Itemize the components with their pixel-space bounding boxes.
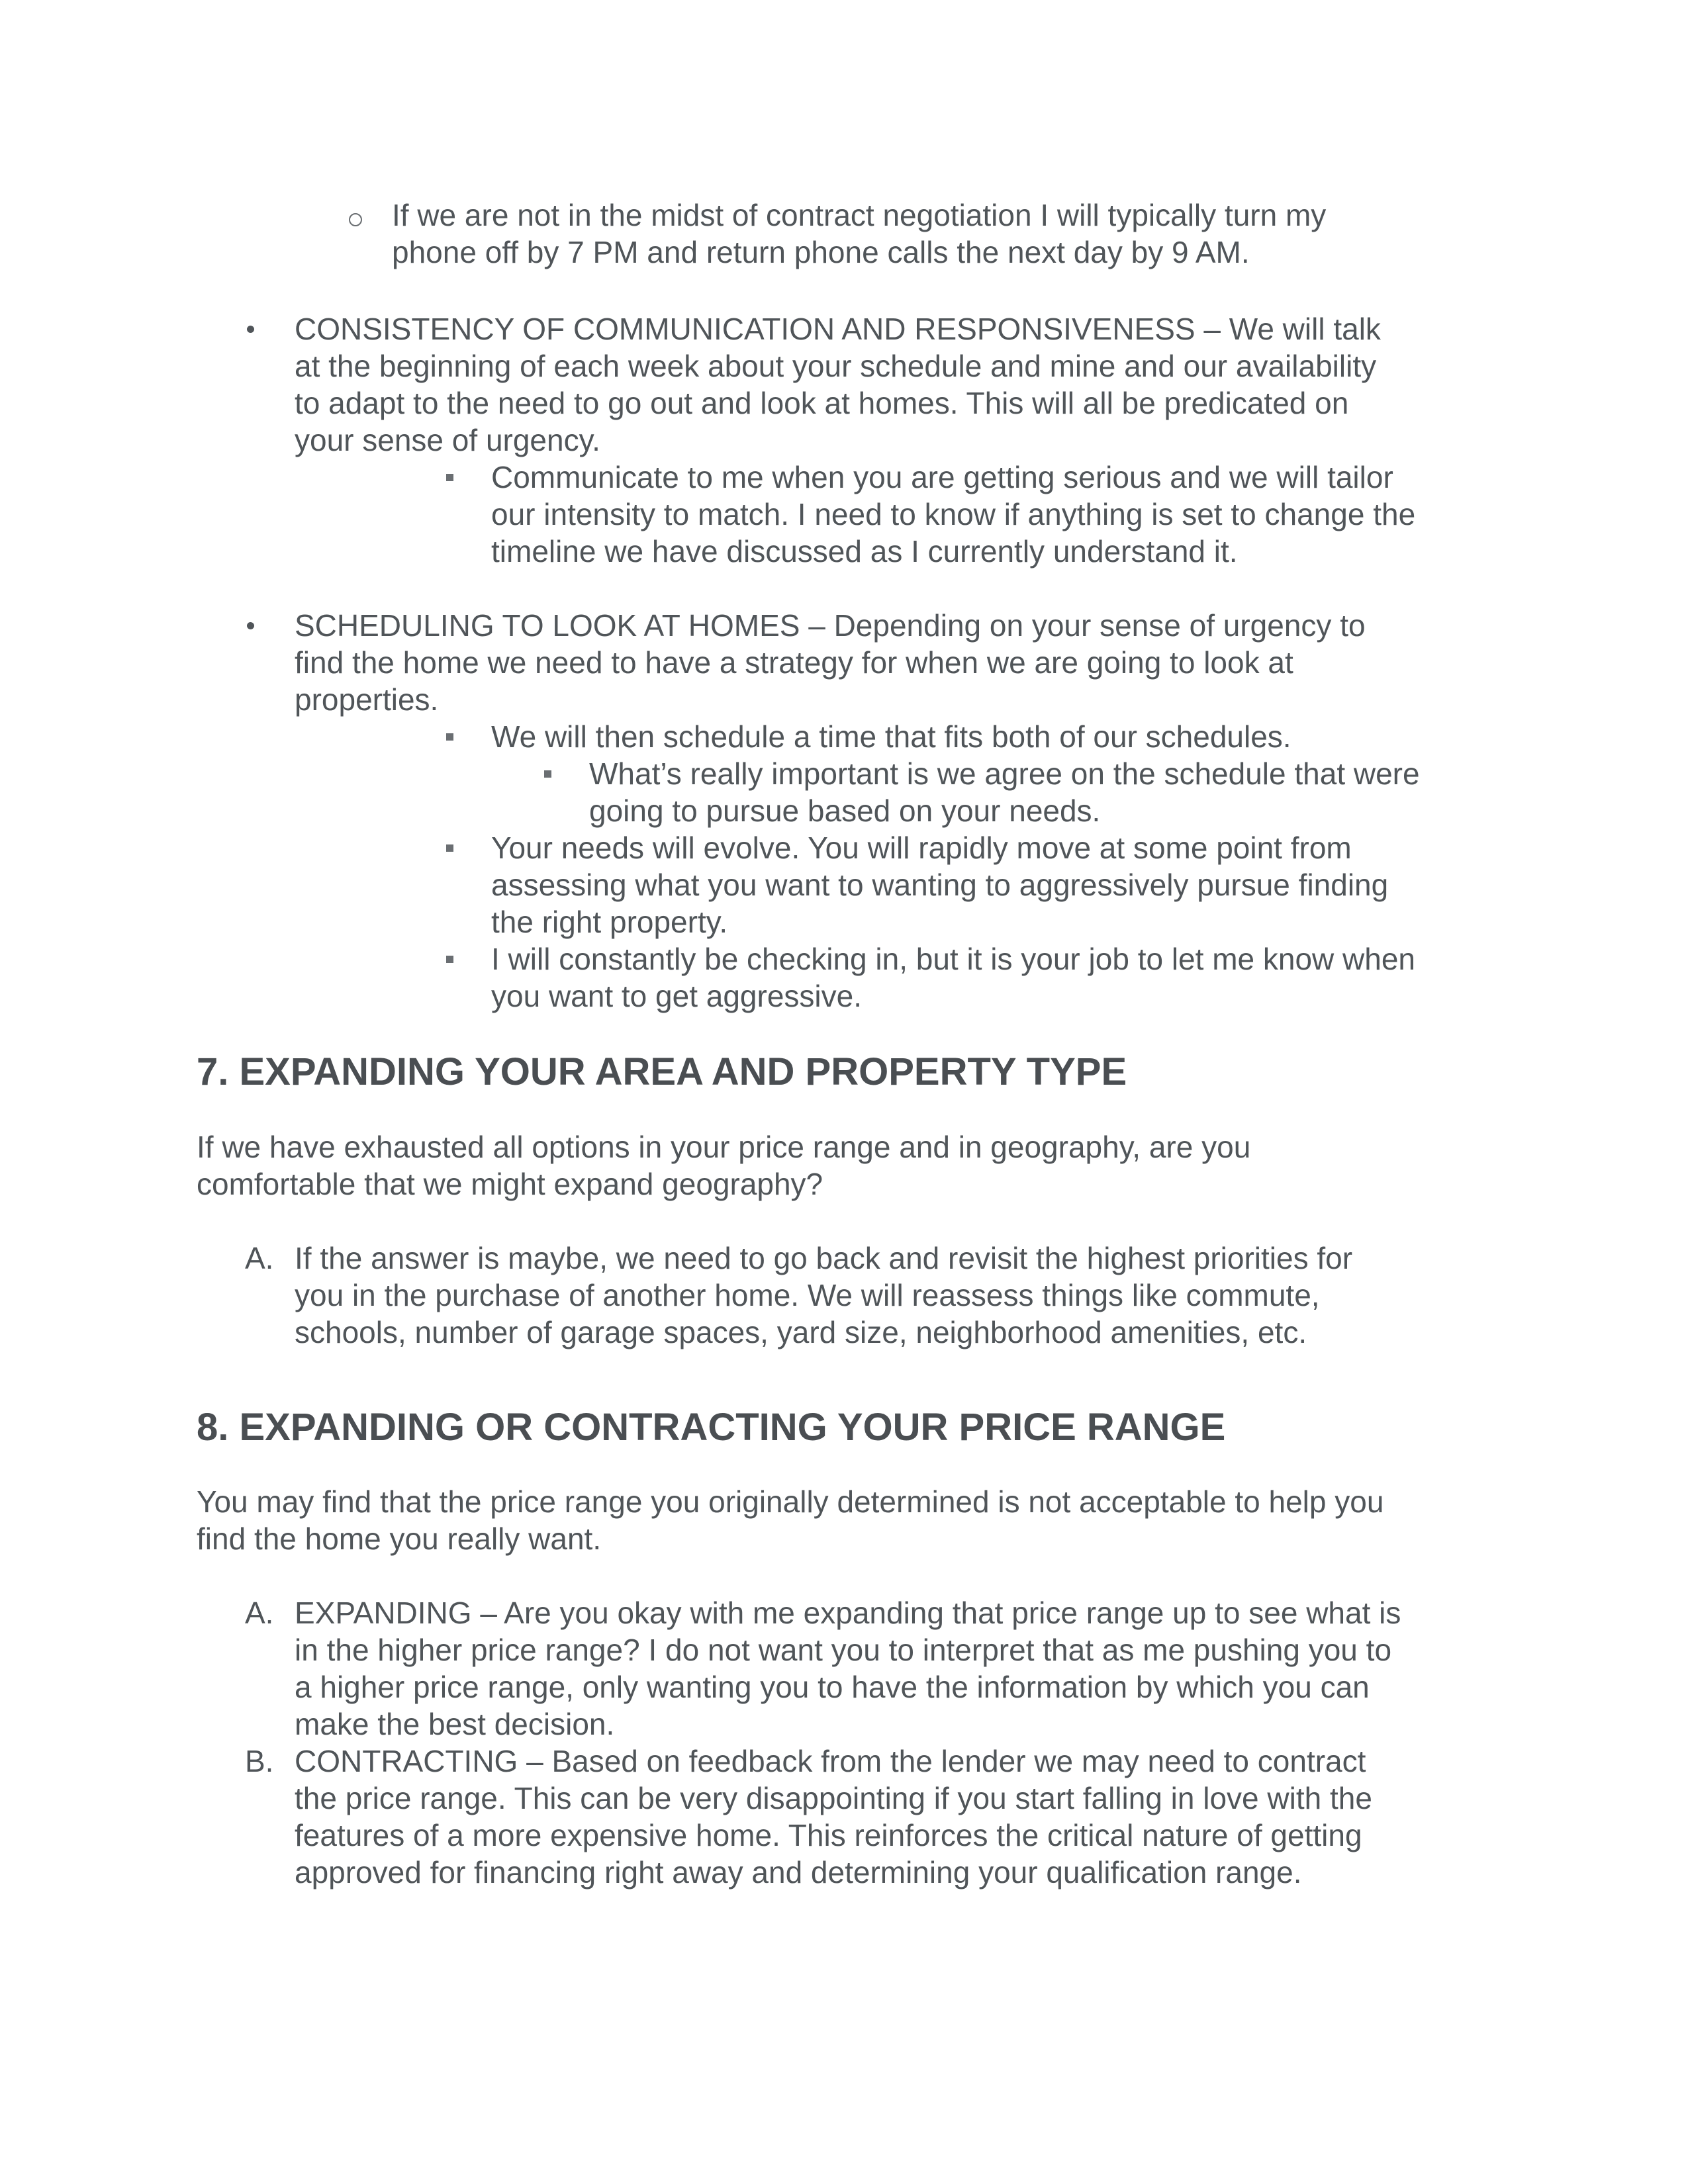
section-heading: 8. EXPANDING OR CONTRACTING YOUR PRICE RANGE bbox=[197, 1406, 1226, 1449]
list-marker: A. bbox=[245, 1596, 274, 1630]
list-item-line: properties. bbox=[295, 682, 439, 717]
subitem-text-line: you want to get aggressive. bbox=[491, 979, 862, 1013]
subitem-text-line: Your needs will evolve. You will rapidly move at some point from bbox=[491, 831, 1352, 865]
subitem-text-line: the right property. bbox=[491, 905, 728, 939]
list-item-line: a higher price range, only wanting you to have the information by which you can bbox=[295, 1670, 1370, 1704]
square-bullet-icon bbox=[446, 844, 453, 852]
square-bullet-icon bbox=[446, 474, 453, 481]
list-item-line: you in the purchase of another home. We will reassess things like commute, bbox=[295, 1278, 1320, 1312]
list-item-line: features of a more expensive home. This reinforces the critical nature of getting bbox=[295, 1818, 1362, 1852]
list-item-line: CONSISTENCY OF COMMUNICATION AND RESPONSIVENESS – We will talk bbox=[295, 312, 1381, 346]
round-bullet-icon bbox=[247, 326, 254, 333]
list-item-line: make the best decision. bbox=[295, 1707, 615, 1741]
subitem-text-line: our intensity to match. I need to know if anything is set to change the bbox=[491, 497, 1416, 531]
list-item-line: your sense of urgency. bbox=[295, 423, 600, 457]
list-item-line: at the beginning of each week about your schedule and mine and our availability bbox=[295, 349, 1377, 383]
paragraph-line: comfortable that we might expand geography? bbox=[197, 1167, 823, 1201]
paragraph-line: You may find that the price range you originally determined is not acceptable to help you bbox=[197, 1484, 1384, 1519]
subitem-text-line: timeline we have discussed as I currently understand it. bbox=[491, 534, 1238, 569]
paragraph-line: If we have exhausted all options in your price range and in geography, are you bbox=[197, 1130, 1251, 1164]
list-item-line: find the home we need to have a strategy for when we are going to look at bbox=[295, 645, 1293, 680]
list-item-line: to adapt to the need to go out and look at homes. This will all be predicated on bbox=[295, 386, 1349, 420]
list-marker: B. bbox=[245, 1744, 274, 1778]
list-item-line: the price range. This can be very disappointing if you start falling in love with the bbox=[295, 1781, 1372, 1815]
list-item-line: schools, number of garage spaces, yard size, neighborhood amenities, etc. bbox=[295, 1315, 1307, 1349]
subitem-text-line: If we are not in the midst of contract negotiation I will typically turn my bbox=[392, 198, 1327, 232]
list-item-line: approved for financing right away and determining your qualification range. bbox=[295, 1855, 1302, 1889]
subitem-text-line: phone off by 7 PM and return phone calls the next day by 9 AM. bbox=[392, 235, 1250, 269]
subitem-text-line: We will then schedule a time that fits both of our schedules. bbox=[491, 719, 1291, 754]
subitem-text-line: I will constantly be checking in, but it is your job to let me know when bbox=[491, 942, 1416, 976]
circle-bullet-icon bbox=[349, 213, 362, 226]
section-heading: 7. EXPANDING YOUR AREA AND PROPERTY TYPE bbox=[197, 1050, 1127, 1093]
square-bullet-icon bbox=[446, 956, 453, 963]
square-bullet-icon bbox=[446, 733, 453, 741]
list-item-line: EXPANDING – Are you okay with me expanding that price range up to see what is bbox=[295, 1596, 1401, 1630]
subsubitem-text-line: going to pursue based on your needs. bbox=[589, 794, 1101, 828]
paragraph-line: find the home you really want. bbox=[197, 1522, 602, 1556]
list-item-line: If the answer is maybe, we need to go back and revisit the highest priorities for bbox=[295, 1241, 1353, 1275]
subitem-text-line: Communicate to me when you are getting serious and we will tailor bbox=[491, 460, 1393, 494]
list-item-line: in the higher price range? I do not want you to interpret that as me pushing you to bbox=[295, 1633, 1392, 1667]
list-item-line: SCHEDULING TO LOOK AT HOMES – Depending on your sense of urgency to bbox=[295, 608, 1366, 643]
square-bullet-icon bbox=[544, 770, 551, 778]
list-item-line: CONTRACTING – Based on feedback from the lender we may need to contract bbox=[295, 1744, 1366, 1778]
list-marker: A. bbox=[245, 1241, 274, 1275]
subsubitem-text-line: What’s really important is we agree on the schedule that were bbox=[589, 756, 1420, 791]
subitem-text-line: assessing what you want to wanting to aggressively pursue finding bbox=[491, 868, 1389, 902]
round-bullet-icon bbox=[247, 622, 254, 629]
